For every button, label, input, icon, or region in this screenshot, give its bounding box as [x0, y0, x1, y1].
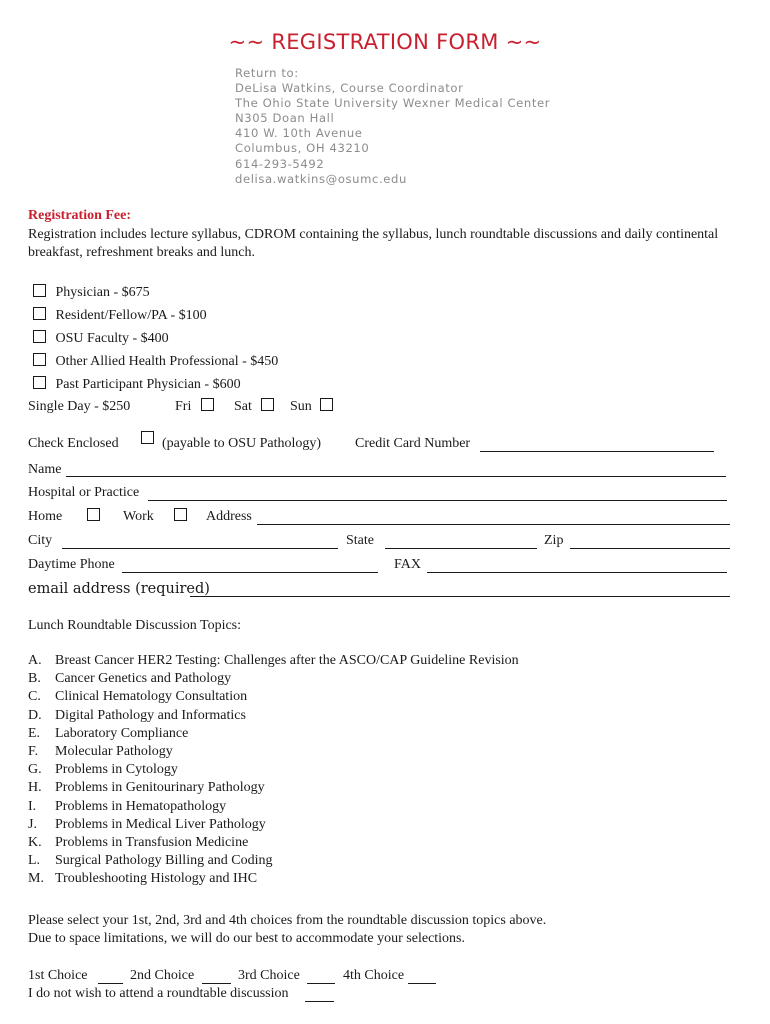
street: 410 W. 10th Avenue	[235, 126, 363, 141]
option-resident	[33, 307, 207, 325]
state-input[interactable]	[385, 534, 537, 549]
daytime-phone-label: Daytime Phone	[28, 557, 115, 572]
instructions-line-1: Please select your 1st, 2nd, 3rd and 4th choices from the roundtable discussion topics above.	[28, 913, 547, 928]
topics-list	[28, 652, 519, 889]
topic-item: L. Surgical Pathology Billing and Coding	[28, 853, 273, 869]
fax-label: FAX	[394, 557, 421, 572]
hospital-input[interactable]	[148, 486, 727, 501]
topic-item: K. Problems in Transfusion Medicine	[28, 835, 249, 851]
registration-fee-heading: Registration Fee:	[28, 208, 132, 223]
option-label: Past Participant Physician - $600	[55, 377, 241, 392]
topic-item: I. Problems in Hematopathology	[28, 798, 227, 814]
option-label: OSU Faculty - $400	[55, 331, 169, 346]
phone: 614-293-5492	[235, 156, 325, 171]
fax-input[interactable]	[427, 558, 727, 573]
room: N305 Doan Hall	[235, 111, 335, 126]
no-roundtable-input[interactable]	[305, 987, 334, 1002]
option-label: Resident/Fellow/PA - $100	[55, 308, 207, 323]
topics-heading: Lunch Roundtable Discussion Topics:	[28, 618, 242, 633]
daytime-phone-input[interactable]	[122, 558, 378, 573]
third-choice-label: 3rd Choice	[238, 968, 300, 983]
past-participant-checkbox[interactable]	[33, 376, 46, 389]
name-label: Name	[28, 462, 62, 477]
option-osu-faculty	[33, 330, 169, 348]
sun-checkbox[interactable]	[320, 398, 333, 411]
option-label: Other Allied Health Professional - $450	[55, 354, 279, 369]
sat-checkbox[interactable]	[261, 398, 274, 411]
fri-label: Fri	[175, 399, 192, 414]
email-input[interactable]	[190, 582, 730, 597]
option-past-participant	[33, 376, 241, 394]
physician-checkbox[interactable]	[33, 284, 46, 297]
topic-item: F. Molecular Pathology	[28, 744, 173, 760]
sun-label: Sun	[290, 399, 312, 414]
payable-note: (payable to OSU Pathology)	[162, 436, 322, 451]
fri-checkbox[interactable]	[201, 398, 214, 411]
address-input[interactable]	[257, 510, 730, 525]
registration-fee-description: Registration includes lecture syllabus, CDROM containing the syllabus, lunch roundtable discussions and daily continental breakfast, refreshment breaks and lunch.	[28, 227, 719, 260]
fourth-choice-input[interactable]	[408, 969, 436, 984]
city-label: City	[28, 533, 53, 548]
return-to-label: Return to:	[235, 66, 299, 80]
topic-item: M. Troubleshooting Histology and IHC	[28, 871, 258, 887]
coordinator-name: DeLisa Watkins, Course Coordinator	[235, 81, 464, 96]
state-label: State	[346, 533, 374, 548]
allied-health-checkbox[interactable]	[33, 353, 46, 366]
city-input[interactable]	[62, 534, 338, 549]
osu-faculty-checkbox[interactable]	[33, 330, 46, 343]
hospital-label: Hospital or Practice	[28, 485, 140, 500]
option-physician	[33, 284, 150, 302]
city-state-zip: Columbus, OH 43210	[235, 141, 370, 156]
first-choice-label: 1st Choice	[28, 968, 88, 983]
first-choice-input[interactable]	[98, 969, 123, 984]
topic-item: E. Laboratory Compliance	[28, 725, 189, 741]
topic-item: A. Breast Cancer HER2 Testing: Challenges after the ASCO/CAP Guideline Revision	[28, 653, 519, 668]
sat-label: Sat	[234, 399, 252, 414]
topic-item: C. Clinical Hematology Consultation	[28, 689, 248, 705]
home-checkbox[interactable]	[87, 508, 100, 521]
credit-card-label: Credit Card Number	[355, 436, 471, 451]
topic-item: G. Problems in Cytology	[28, 762, 178, 778]
single-day-label: Single Day - $250	[28, 399, 131, 414]
instructions-line-2: Due to space limitations, we will do our best to accommodate your selections.	[28, 931, 466, 946]
check-enclosed-checkbox[interactable]	[141, 431, 154, 444]
topic-item: J. Problems in Medical Liver Pathology	[28, 816, 266, 832]
topic-item: D. Digital Pathology and Informatics	[28, 707, 246, 723]
email-label: email address (required)	[28, 581, 210, 597]
name-input[interactable]	[66, 462, 726, 477]
work-label: Work	[123, 509, 154, 524]
option-label: Physician - $675	[55, 285, 150, 300]
return-address	[235, 66, 550, 187]
resident-checkbox[interactable]	[33, 307, 46, 320]
fourth-choice-label: 4th Choice	[343, 968, 405, 983]
check-enclosed-label: Check Enclosed	[28, 436, 119, 451]
option-allied-health	[33, 353, 278, 371]
zip-input[interactable]	[570, 534, 730, 549]
no-roundtable-label: I do not wish to attend a roundtable discussion	[28, 986, 289, 1001]
home-label: Home	[28, 509, 63, 524]
work-checkbox[interactable]	[174, 508, 187, 521]
third-choice-input[interactable]	[307, 969, 335, 984]
credit-card-input[interactable]	[480, 437, 714, 452]
organization: The Ohio State University Wexner Medical Center	[235, 96, 551, 111]
topic-item: B. Cancer Genetics and Pathology	[28, 671, 232, 687]
form-title: ~~ REGISTRATION FORM ~~	[228, 30, 542, 54]
email-link[interactable]: delisa.watkins@osumc.edu	[235, 171, 407, 186]
second-choice-label: 2nd Choice	[130, 968, 195, 983]
topic-item: H. Problems in Genitourinary Pathology	[28, 780, 265, 796]
second-choice-input[interactable]	[202, 969, 231, 984]
zip-label: Zip	[544, 533, 564, 548]
address-label: Address	[206, 509, 252, 524]
